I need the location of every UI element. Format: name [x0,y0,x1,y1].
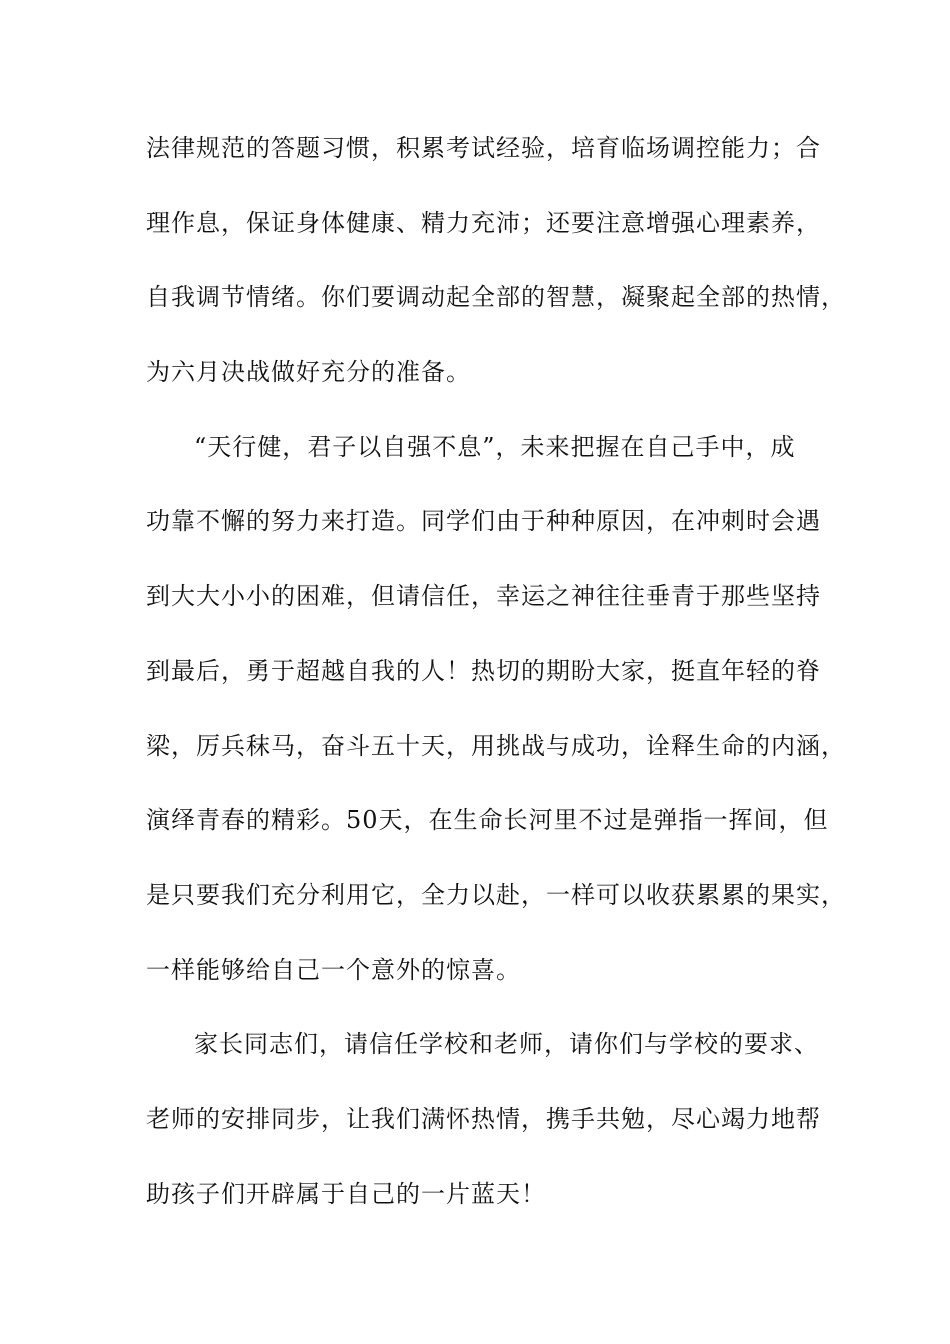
text-line: 助孩子们开辟属于自己的一片蓝天！ [146,1179,546,1208]
text-line: 为六月决战做好充分的准备。 [146,358,471,387]
text-line: 演绎青春的精彩。50天，在生命长河里不过是弹指一挥间，但 [146,806,829,835]
text-line: 梁，厉兵秣马，奋斗五十天，用挑战与成功，诠释生命的内涵， [146,731,846,760]
text-line: 老师的安排同步，让我们满怀热情，携手共勉，尽心竭力地帮 [146,1104,821,1133]
text-line: 法律规范的答题习惯，积累考试经验，培育临场调控能力；合 [146,134,821,162]
text-line: 到大大小小的困难，但请信任，幸运之神往往垂青于那些坚持 [146,582,821,611]
body-text [146,130,846,1213]
text-line: 理作息，保证身体健康、精力充沛；还要注意增强心理素养， [146,208,821,237]
text-line: 一样能够给自己一个意外的惊喜。 [146,955,521,984]
paragraph-first-line: 家长同志们，请信任学校和老师，请你们与学校的要求、 [194,1030,819,1059]
text-line: 自我调节情绪。你们要调动起全部的智慧，凝聚起全部的热情， [146,283,846,312]
text-line: 是只要我们充分利用它，全力以赴，一样可以收获累累的果实， [146,880,846,909]
text-line: 功靠不懈的努力来打造。同学们由于种种原因，在冲刺时会遇 [146,507,821,536]
paragraph-first-line: “天行健，君子以自强不息”，未来把握在自己手中，成 [194,432,796,461]
text-line: 到最后，勇于超越自我的人！热切的期盼大家，挺直年轻的脊 [146,656,821,685]
